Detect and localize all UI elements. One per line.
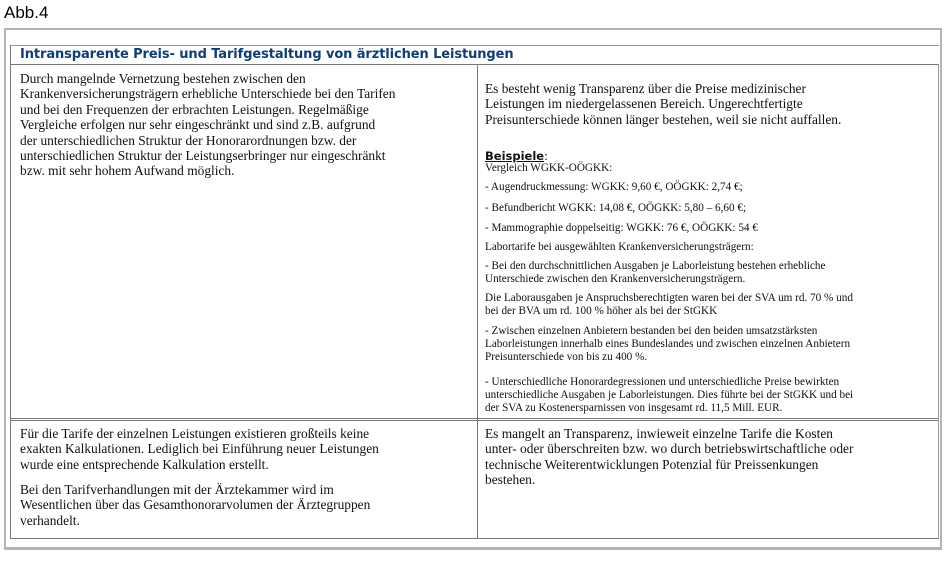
example-item: - Mammographie doppelseitig: WGKK: 76 €, OÖGKK: 54 €: [485, 222, 758, 234]
row2-left-paragraph-2: Bei den Tarifverhandlungen mit der Ärztekammer wird im Wesentlichen über das Gesamthonorarvolumen der Ärztegruppen verhandelt.: [20, 482, 371, 528]
example-item: Die Laborausgaben je Anspruchsberechtigten waren bei der SVA um rd. 70 % und bei der BVA um rd. 100 % höher als bei der StGKK: [485, 292, 853, 317]
row1-right-intro: Es besteht wenig Transparenz über die Preise medizinischer Leistungen im niedergelassenen Bereich. Ungerechtfertigte Preisunterschiede können länger bestehen, weil sie nicht auffallen.: [485, 81, 842, 127]
beispiele-heading-line: [485, 149, 548, 163]
example-item: - Befundbericht WGKK: 14,08 €, OÖGKK: 5,80 – 6,60 €;: [485, 202, 747, 214]
row1-left-text: Durch mangelnde Vernetzung bestehen zwischen den Krankenversicherungsträgern erhebliche Unterschiede bei den Tarifen und bei den Frequenzen der erbrachten Leistungen. Regelmäßige Vergleiche erfolgen nur sehr eingeschränkt und sind z.B. aufgrund der unterschiedlichen Struktur der Honorarordnungen bzw. der unterschiedlichen Struktur der Leistungserbringer nur eingeschränkt bzw. mit sehr hohem Aufwand möglich.: [20, 71, 396, 179]
figure-label: Abb.4: [4, 3, 49, 22]
example-item: - Bei den durchschnittlichen Ausgaben je Laborleistung bestehen erhebliche Unterschiede zwischen den Krankenversicherungsträgern.: [485, 260, 826, 285]
example-item: Vergleich WGKK-OÖGKK:: [485, 162, 613, 174]
row-divider: [11, 418, 939, 421]
comparison-table: [10, 45, 938, 539]
table-right-border: [938, 65, 939, 539]
row2-right-text: Es mangelt an Transparenz, inwieweit einzelne Tarife die Kosten unter- oder überschreiten bzw. wo durch betriebswirtschaftliche oder technische Weiterentwicklungen Potenzial für Preissenkungen bestehen.: [485, 426, 854, 488]
example-item: Labortarife bei ausgewählten Krankenversicherungsträgern:: [485, 241, 754, 253]
table-title: Intransparente Preis- und Tarifgestaltung von ärztlichen Leistungen: [20, 47, 514, 62]
example-item: - Unterschiedliche Honorardegressionen und unterschiedliche Preise bewirkten unterschiedliche Ausgaben je Laborleistungen. Dies führte bei der StGKK und bei der SVA zu Kostenersparnissen von insgesamt rd. 11,5 Mill. EUR.: [485, 376, 854, 414]
example-item: - Augendruckmessung: WGKK: 9,60 €, OÖGKK: 2,74 €;: [485, 181, 743, 193]
example-item: - Zwischen einzelnen Anbietern bestanden bei den beiden umsatzstärksten Laborleistungen innerhalb eines Bundeslandes und zwischen einzelnen Anbietern Preisunterschiede von bis zu 400 %.: [485, 325, 851, 363]
beispiele-heading: Beispiele: [485, 149, 545, 163]
column-divider: [477, 65, 478, 539]
row2-left-paragraph-1: Für die Tarife der einzelnen Leistungen existieren großteils keine exakten Kalkulationen. Lediglich bei Einführung neuer Leistungen wurde eine entsprechende Kalkulation erstellt.: [20, 426, 379, 472]
table-bottom-border: [11, 538, 939, 539]
table-title-row: [11, 45, 939, 65]
beispiele-colon: :: [544, 149, 548, 163]
